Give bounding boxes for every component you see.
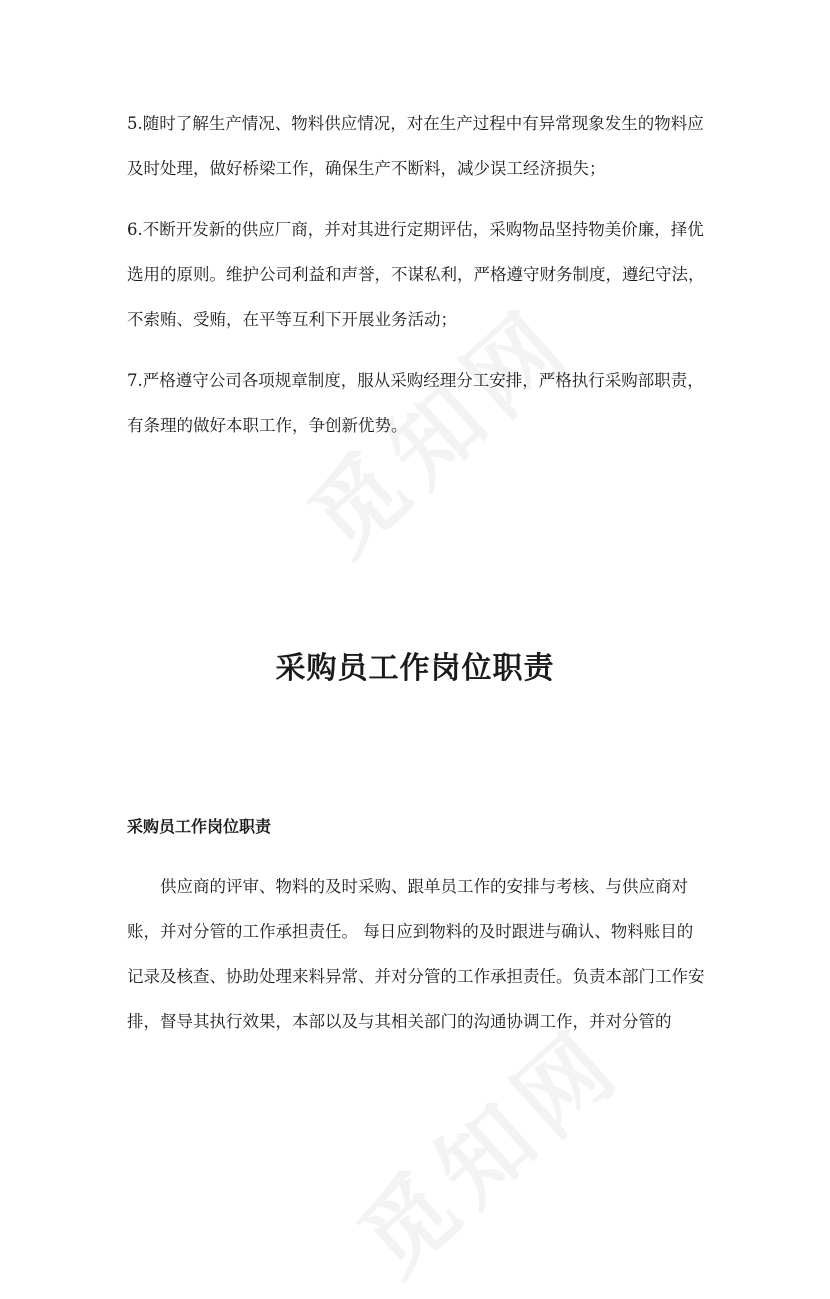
body-paragraph: 供应商的评审、物料的及时采购、跟单员工作的安排与考核、与供应商对账，并对分管的工作承担责任。 每日应到物料的及时跟进与确认、物料账目的记录及核查、协助处理来料异常、并对分管的工作承担责任。负责本部门工作安排，督导其执行效果，本部以及与其相关部门的沟通协调工作，并对分管的 <box>127 877 705 1031</box>
paragraph-item-7: 7.严格遵守公司各项规章制度，服从采购经理分工安排，严格执行采购部职责，有条理的做好本职工作，争创新优势。 <box>127 371 704 435</box>
section-heading: 采购员工作岗位职责 <box>127 817 272 836</box>
paragraph-item-5: 5.随时了解生产情况、物料供应情况，对在生产过程中有异常现象发生的物料应及时处理，做好桥梁工作，确保生产不断料，减少误工经济损失； <box>127 114 704 178</box>
paragraph-item-6: 6.不断开发新的供应厂商，并对其进行定期评估，采购物品坚持物美价廉，择优选用的原则。维护公司利益和声誉，不谋私利，严格遵守财务制度，遵纪守法，不索贿、受贿，在平等互利下开展业务活动； <box>127 220 705 329</box>
document-title: 采购员工作岗位职责 <box>275 651 555 686</box>
